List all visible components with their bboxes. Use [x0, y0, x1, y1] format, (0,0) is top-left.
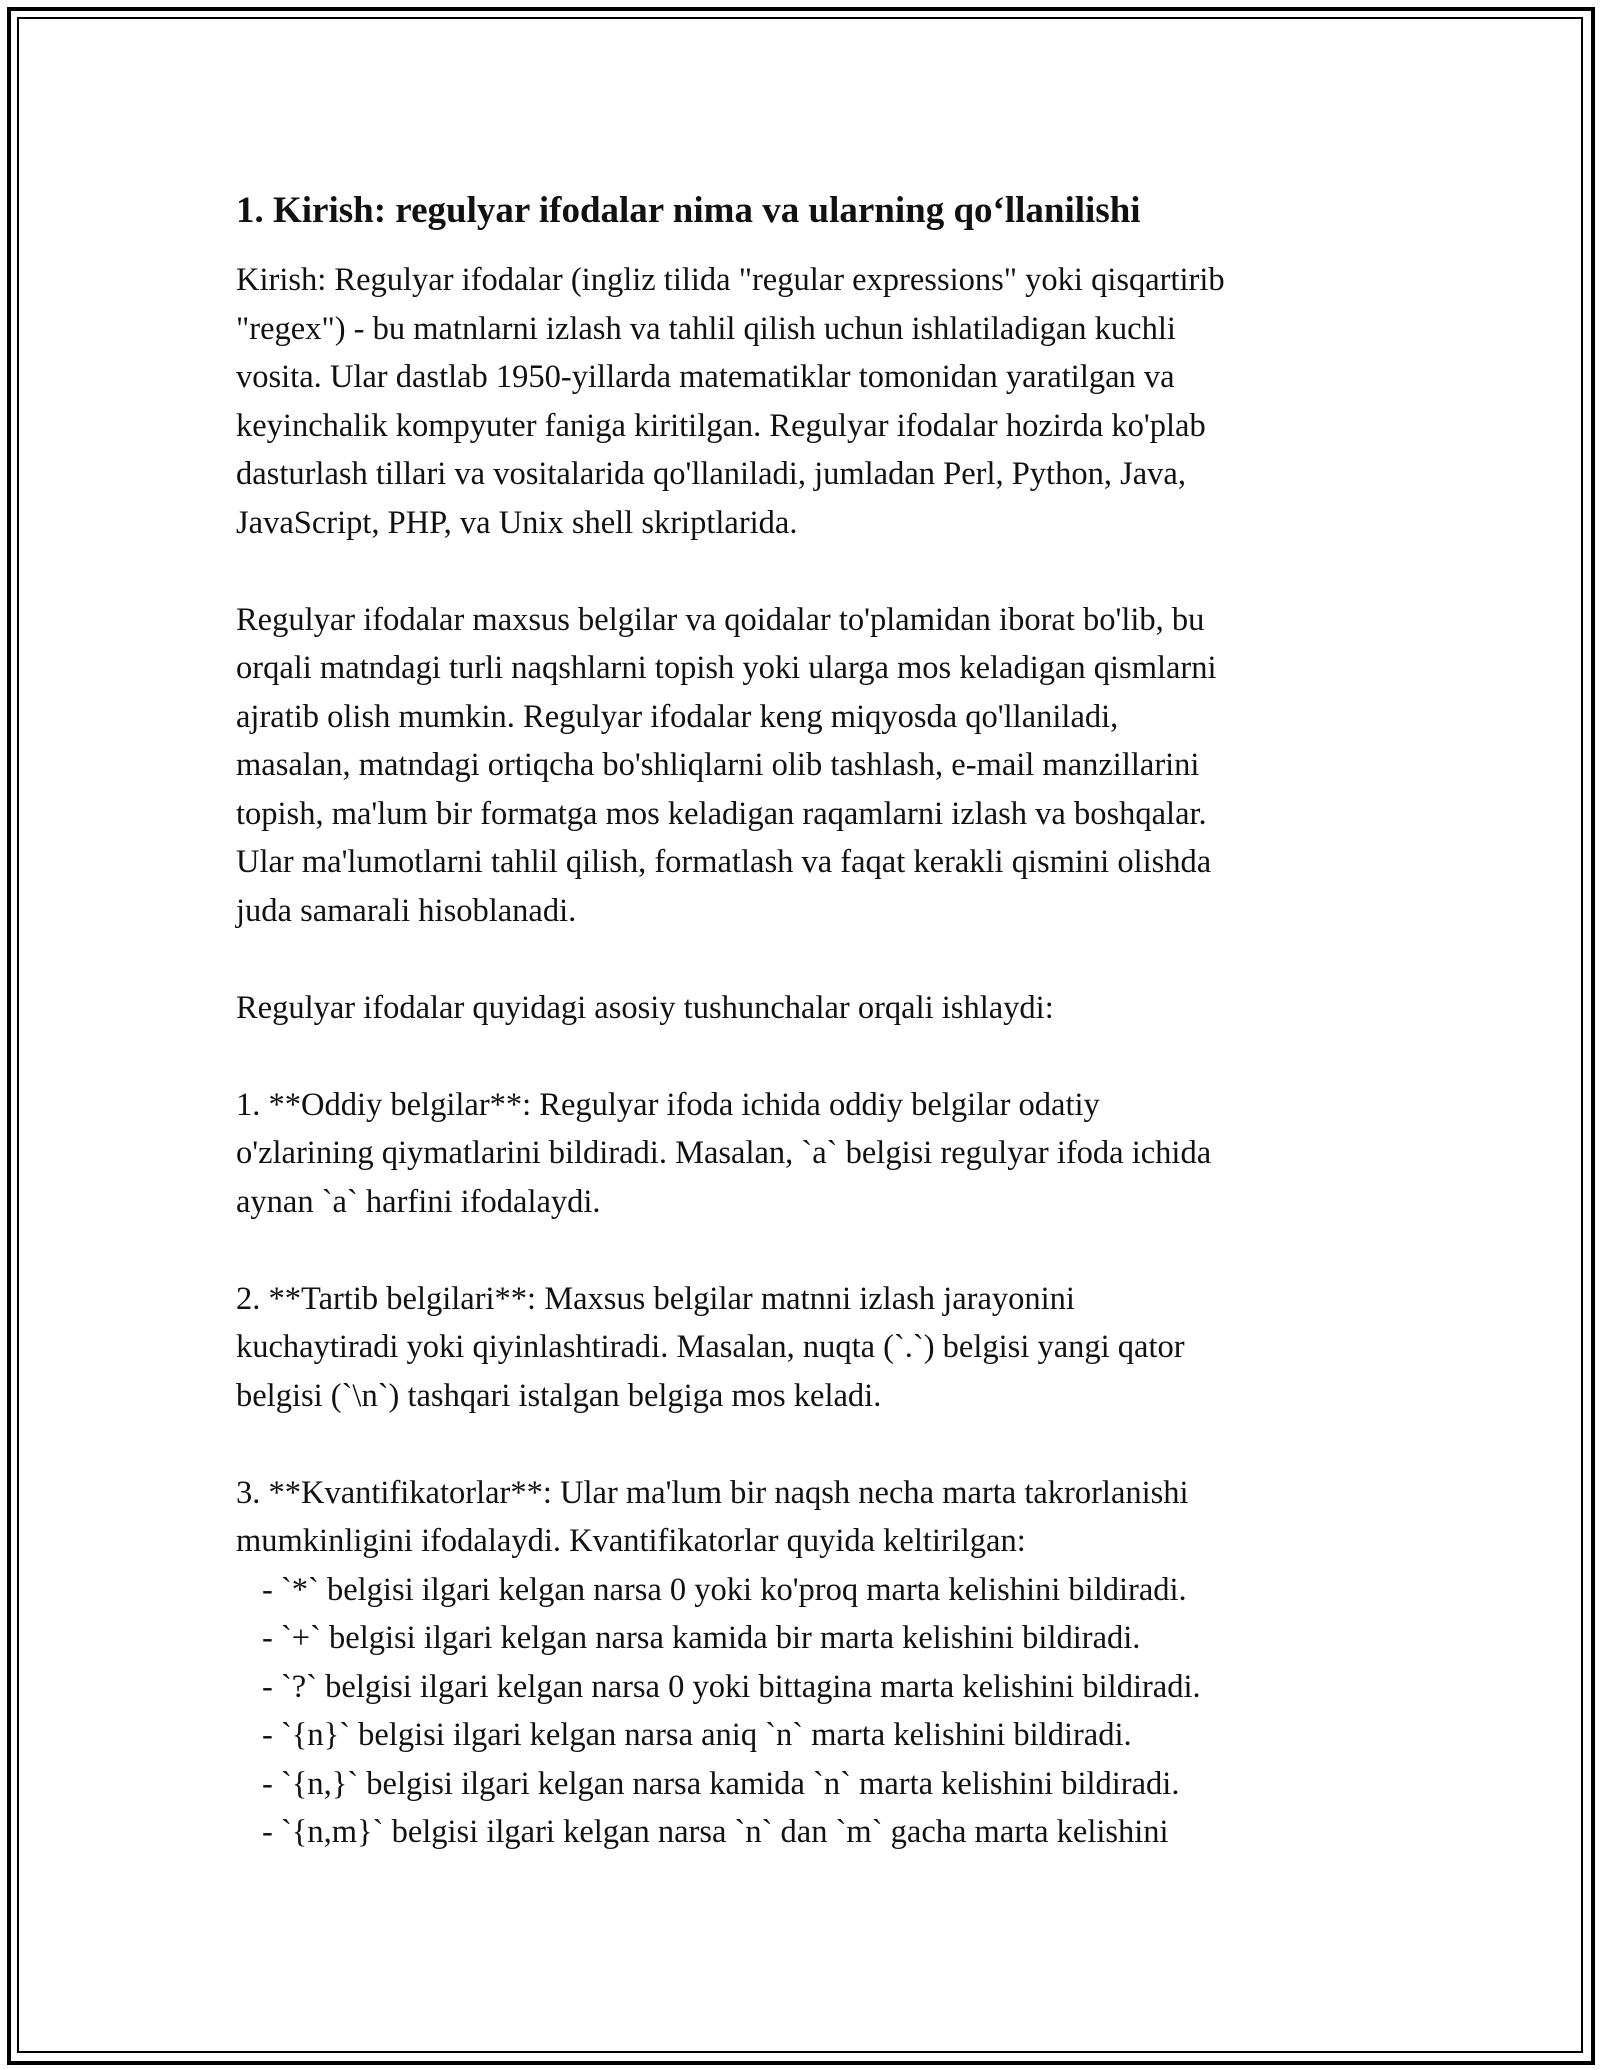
text-line: Ular ma'lumotlarni tahlil qilish, formatlash va faqat kerakli qismini olishda	[236, 844, 1212, 880]
section-heading: 1. Kirish: regulyar ifodalar nima va ularning qo‘llanilishi	[236, 190, 1141, 231]
list-item: - `+` belgisi ilgari kelgan narsa kamida bir marta kelishini bildiradi.	[262, 1620, 1141, 1656]
paragraph-introduction	[236, 256, 1376, 547]
text-line: keyinchalik kompyuter faniga kiritilgan. Regulyar ifodalar hozirda ko'plab	[236, 407, 1206, 444]
list-item: - `{n,}` belgisi ilgari kelgan narsa kamida `n` marta kelishini bildiradi.	[262, 1765, 1180, 1802]
quantifier-list	[236, 1566, 1376, 1857]
list-item: - `{n}` belgisi ilgari kelgan narsa aniq `n` marta kelishini bildiradi.	[262, 1717, 1132, 1753]
list-item: - `?` belgisi ilgari kelgan narsa 0 yoki bittagina marta kelishini bildiradi.	[262, 1668, 1201, 1705]
paragraph-spacer	[236, 1032, 1376, 1081]
paragraph-usage	[236, 596, 1376, 936]
paragraph-spacer	[236, 547, 1376, 596]
text-line: vosita. Ular dastlab 1950-yillarda matematiklar tomonidan yaratilgan va	[236, 359, 1175, 395]
text-line: Regulyar ifodalar quyidagi asosiy tushunchalar orqali ishlaydi:	[236, 989, 1054, 1026]
text-line: JavaScript, PHP, va Unix shell skriptlarida.	[236, 504, 798, 541]
list-item: - `{n,m}` belgisi ilgari kelgan narsa `n` dan `m` gacha marta kelishini	[262, 1814, 1169, 1850]
text-line: "regex") - bu matnlarni izlash va tahlil qilish uchun ishlatiladigan kuchli	[236, 310, 1176, 347]
numbered-item-2	[236, 1275, 1376, 1421]
text-line: dasturlash tillari va vositalarida qo'llaniladi, jumladan Perl, Python, Java,	[236, 456, 1186, 492]
paragraph-spacer	[236, 935, 1376, 984]
text-line: Kirish: Regulyar ifodalar (ingliz tilida "regular expressions" yoki qisqartirib	[236, 262, 1225, 298]
document-body	[236, 186, 1376, 1857]
text-line: ajratib olish mumkin. Regulyar ifodalar keng miqyosda qo'llaniladi,	[236, 698, 1119, 735]
text-line: masalan, matndagi ortiqcha bo'shliqlarni olib tashlash, e-mail manzillarini	[236, 747, 1200, 783]
list-item: - `*` belgisi ilgari kelgan narsa 0 yoki ko'proq marta kelishini bildiradi.	[262, 1571, 1187, 1608]
text-line: mumkinligini ifodalaydi. Kvantifikatorlar quyida keltirilgan:	[236, 1523, 1026, 1559]
paragraph-spacer	[236, 1420, 1376, 1469]
paragraph-spacer	[236, 1226, 1376, 1275]
text-line: kuchaytiradi yoki qiyinlashtiradi. Masalan, nuqta (`.`) belgisi yangi qator	[236, 1329, 1185, 1365]
text-line: orqali matndagi turli naqshlarni topish yoki ularga mos keladigan qismlarni	[236, 650, 1217, 686]
text-line: aynan `a` harfini ifodalaydi.	[236, 1183, 601, 1220]
text-line: topish, ma'lum bir formatga mos keladigan raqamlarni izlash va boshqalar.	[236, 795, 1207, 832]
text-line: o'zlarining qiymatlarini bildiradi. Masalan, `a` belgisi regulyar ifoda ichida	[236, 1135, 1212, 1171]
text-line: Regulyar ifodalar maxsus belgilar va qoidalar to'plamidan iborat bo'lib, bu	[236, 601, 1205, 638]
text-line: 2. **Tartib belgilari**: Maxsus belgilar matnni izlash jarayonini	[236, 1280, 1075, 1317]
paragraph-concepts-intro	[236, 984, 1376, 1033]
text-line: juda samarali hisoblanadi.	[236, 892, 577, 929]
numbered-item-1	[236, 1081, 1376, 1227]
text-line: 3. **Kvantifikatorlar**: Ular ma'lum bir naqsh necha marta takrorlanishi	[236, 1474, 1189, 1511]
text-line: 1. **Oddiy belgilar**: Regulyar ifoda ichida oddiy belgilar odatiy	[236, 1086, 1100, 1123]
text-line: belgisi (`\n`) tashqari istalgan belgiga mos keladi.	[236, 1377, 882, 1414]
numbered-item-3	[236, 1469, 1376, 1857]
